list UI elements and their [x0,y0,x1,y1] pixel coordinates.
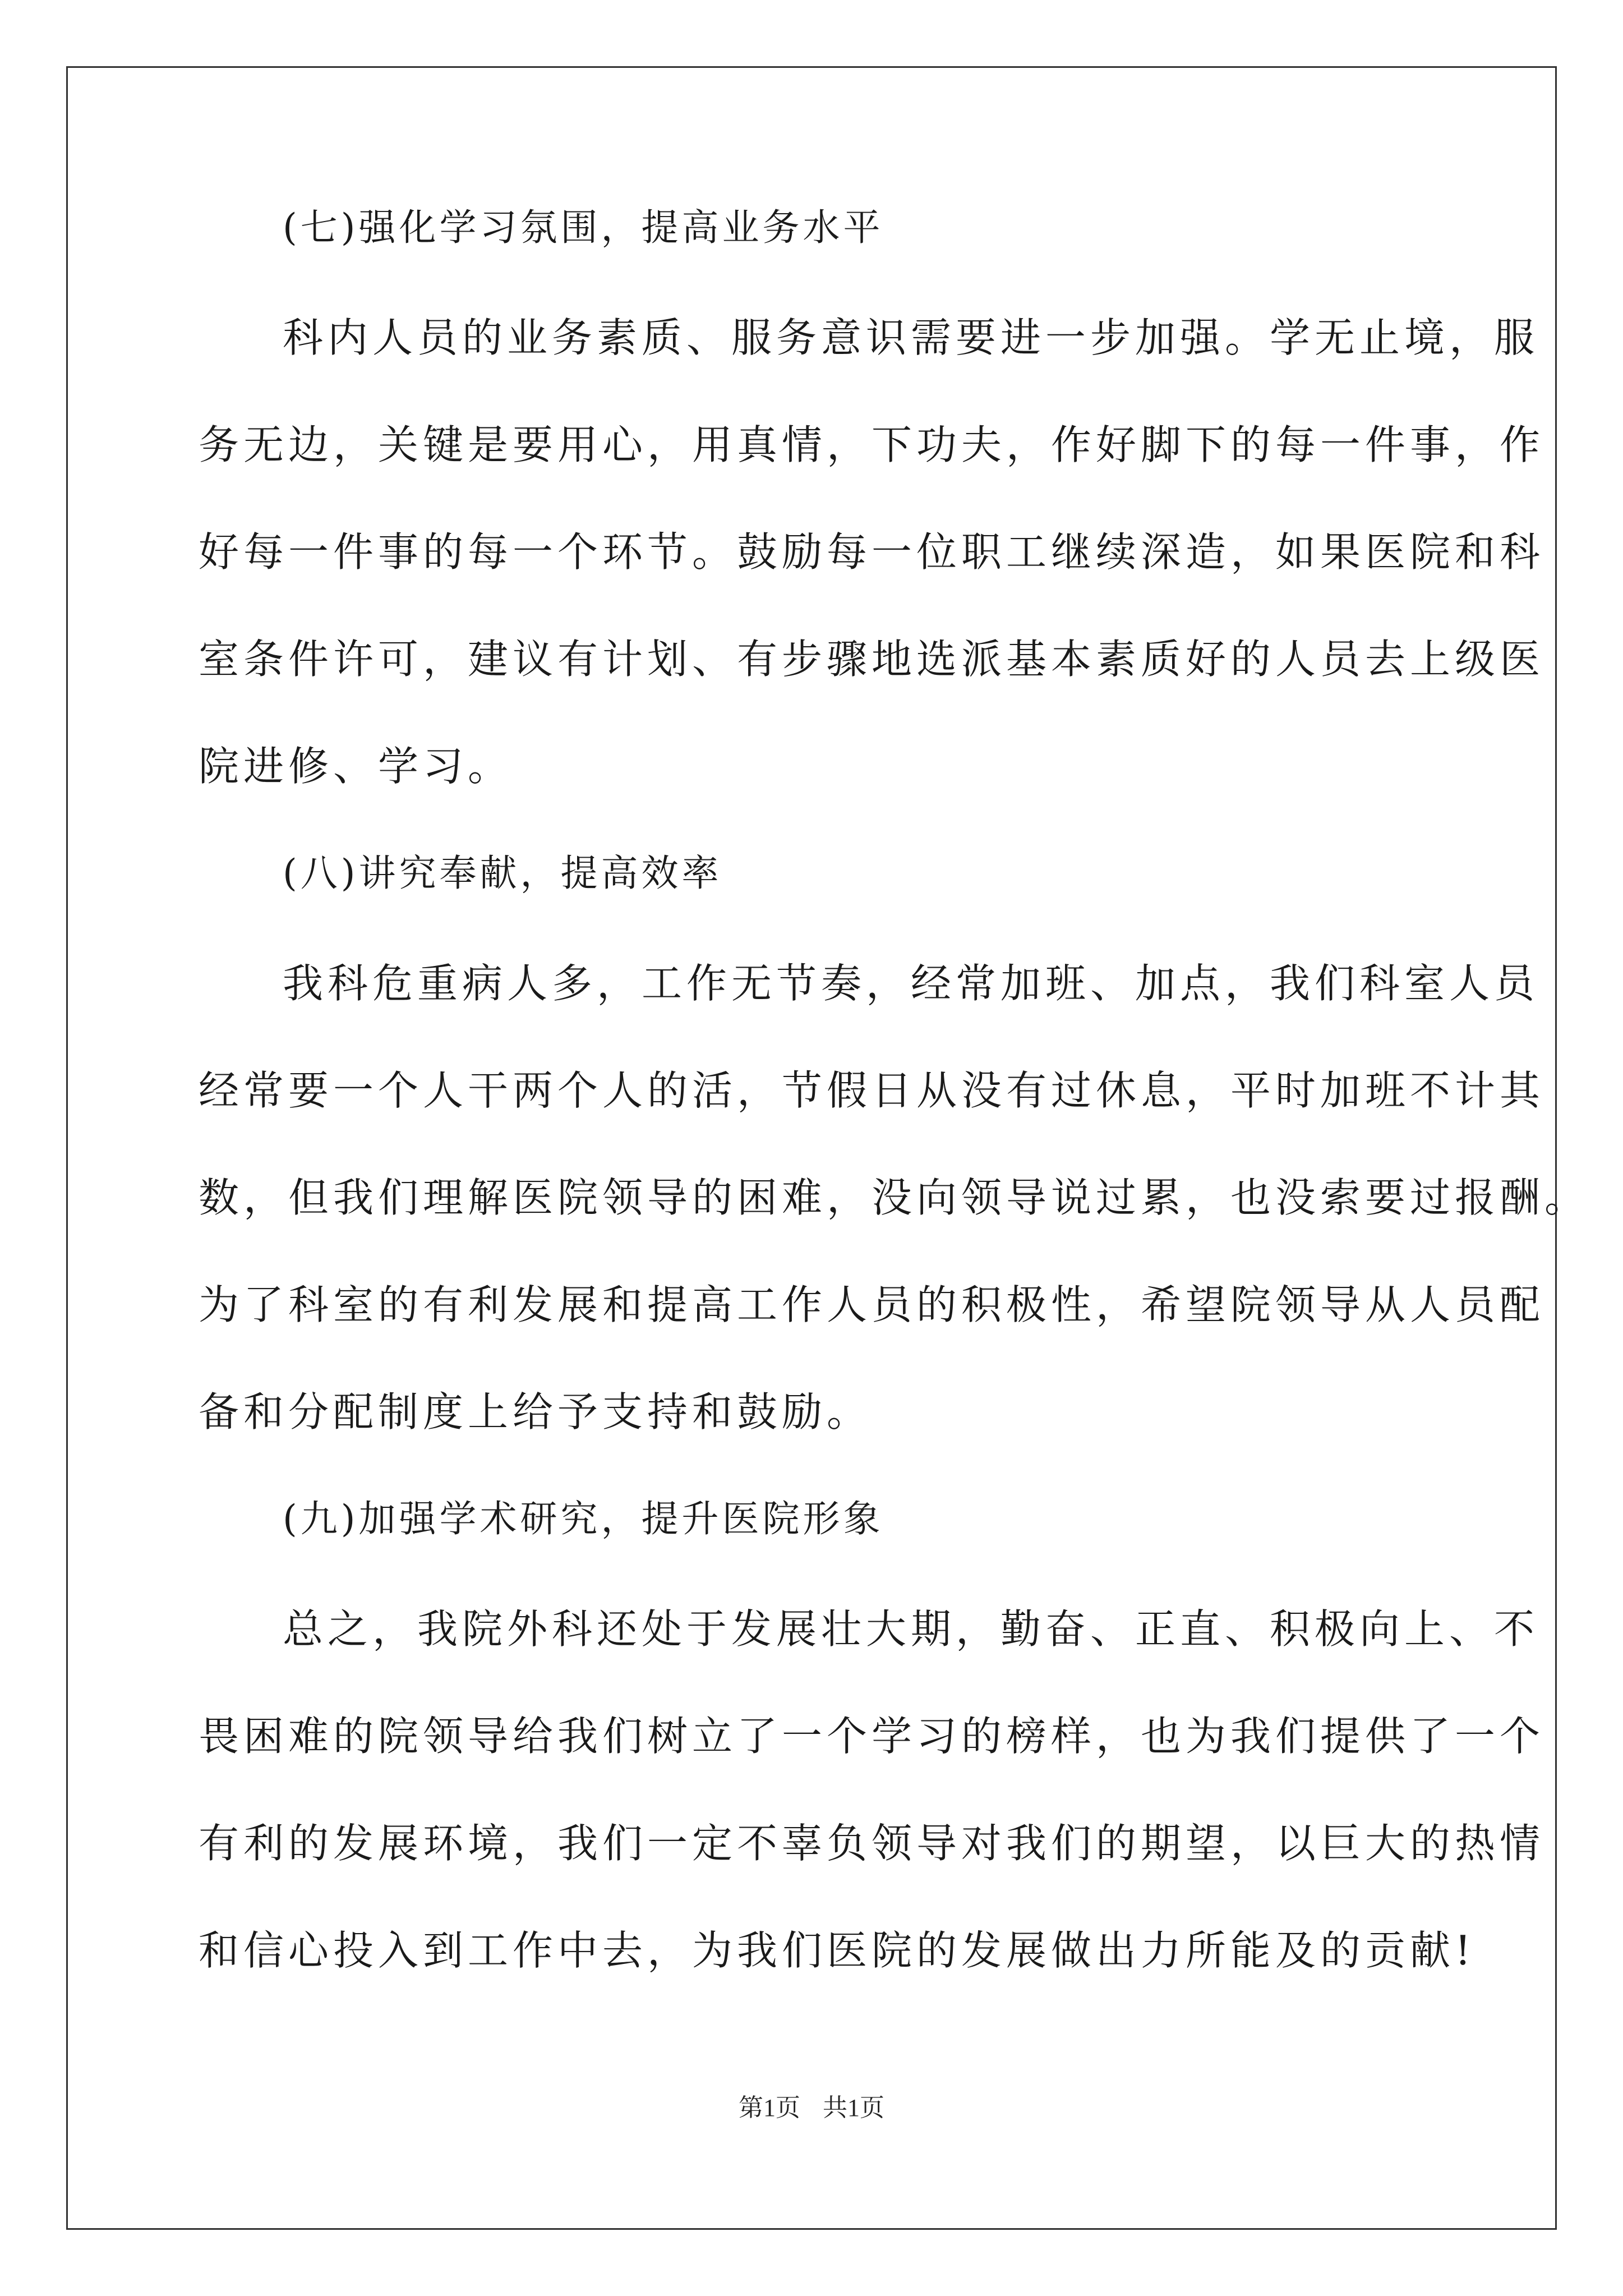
page-total: 共1页 [823,2094,884,2122]
section-heading-7: (七)强化学习氛围，提高业务水平 [283,206,884,249]
section-heading-9: (九)加强学术研究，提升医院形象 [283,1497,884,1540]
page-number: 第1页 [739,2094,800,2122]
document-body [199,205,1590,2035]
paragraph-line: 科内人员的业务素质、服务意识需要进一步加强。学无止境，服 [283,314,1539,361]
paragraph-line: 务无边，关键是要用心，用真情，下功夫，作好脚下的每一件事，作 [199,421,1545,468]
paragraph-line: 室条件许可，建议有计划、有步骤地选派基本素质好的人员去上级医 [199,636,1545,683]
page-footer [0,2092,1623,2124]
paragraph-line: 备和分配制度上给予支持和鼓励。 [199,1388,872,1435]
paragraph-line: 有利的发展环境，我们一定不辜负领导对我们的期望，以巨大的热情 [199,1820,1545,1867]
paragraph-line: 经常要一个人干两个人的活，节假日从没有过休息，平时加班不计其 [199,1067,1545,1114]
paragraph-line: 我科危重病人多，工作无节奏，经常加班、加点，我们科室人员 [283,960,1539,1007]
paragraph-line: 院进修、学习。 [199,743,513,790]
paragraph-line: 数，但我们理解医院领导的困难，没向领导说过累，也没索要过报酬。 [199,1174,1590,1221]
section-heading-8: (八)讲究奉献，提高效率 [283,852,722,895]
paragraph-line: 总之，我院外科还处于发展壮大期，勤奋、正直、积极向上、不 [283,1605,1539,1653]
paragraph-line: 畏困难的院领导给我们树立了一个学习的榜样，也为我们提供了一个 [199,1713,1545,1760]
paragraph-line: 和信心投入到工作中去，为我们医院的发展做出力所能及的贡献! [199,1927,1476,1974]
paragraph-line: 为了科室的有利发展和提高工作人员的积极性，希望院领导从人员配 [199,1281,1545,1328]
paragraph-line: 好每一件事的每一个环节。鼓励每一位职工继续深造，如果医院和科 [199,528,1545,576]
